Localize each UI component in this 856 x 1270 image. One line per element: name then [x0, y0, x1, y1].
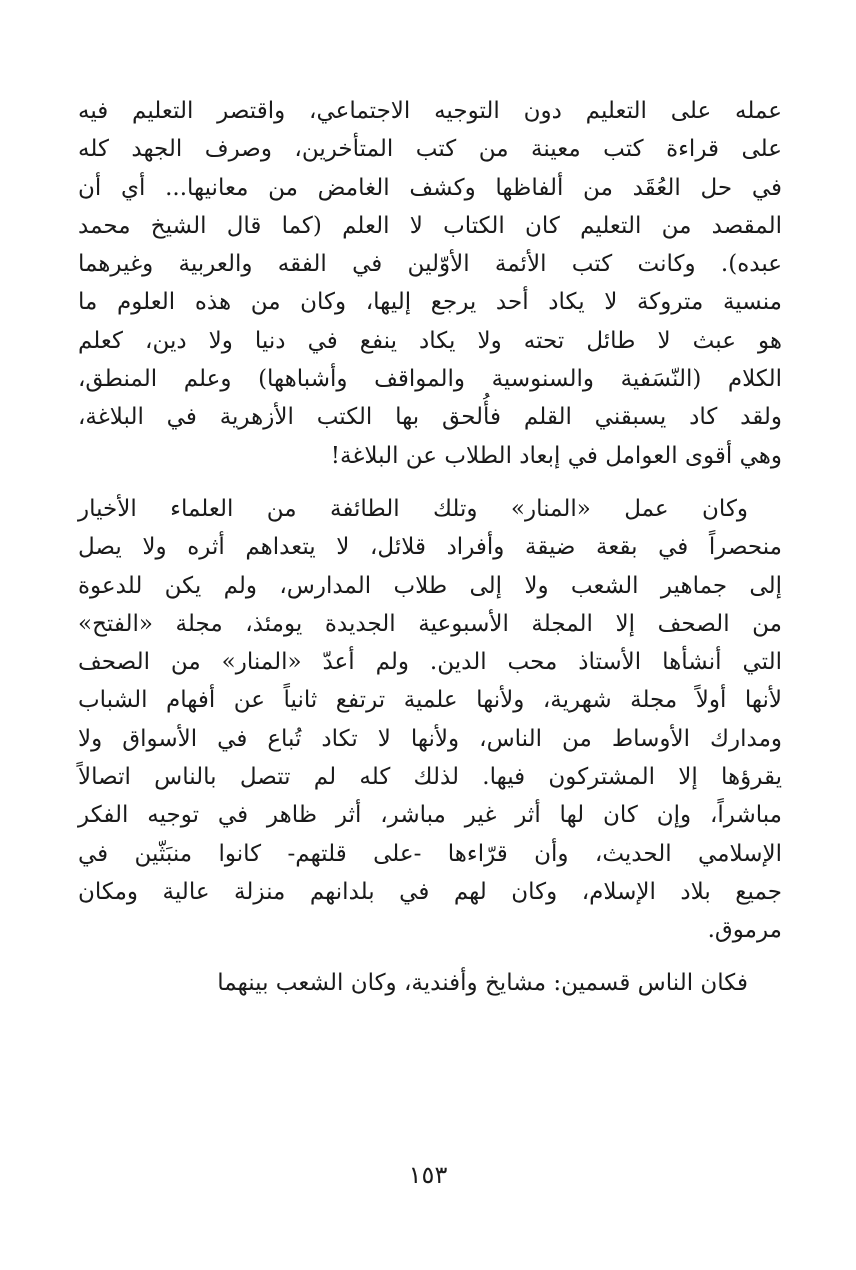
text-line: فكان الناس قسمين: مشايخ وأفندية، وكان الشعب بينهما [217, 969, 748, 996]
text-line: من الصحف إلا المجلة الأسبوعية الجديدة يومئذ، مجلة «الفتح» [78, 610, 782, 637]
paragraph-1 [78, 92, 782, 475]
text-line: جميع بلاد الإسلام، وكان لهم في بلدانهم منزلة عالية ومكان [78, 878, 782, 905]
text-line: لأنها أولاً مجلة شهرية، ولأنها علمية ترتفع ثانياً عن أفهام الشباب [78, 687, 782, 714]
text-line: وكان عمل «المنار» وتلك الطائفة من العلماء الأخيار [78, 495, 748, 522]
body-text [78, 92, 782, 1002]
text-line: المقصد من التعليم كان الكتاب لا العلم (كما قال الشيخ محمد [78, 212, 782, 239]
text-line: على قراءة كتب معينة من كتب المتأخرين، وصرف الجهد كله [78, 136, 782, 163]
text-line: ولقد كاد يسبقني القلم فأُلحق بها الكتب الأزهرية في البلاغة، [78, 404, 782, 431]
paragraph-spacer [78, 950, 782, 964]
text-line: إلى جماهير الشعب ولا إلى طلاب المدارس، ولم يكن للدعوة [78, 572, 782, 599]
text-line: الإسلامي الحديث، وأن قرّاءها -على قلتهم- كانوا منبَثّين في [78, 840, 782, 867]
text-line: منحصراً في بقعة ضيقة وأفراد قلائل، لا يتعداهم أثره ولا يصل [78, 534, 782, 561]
text-line: في حل العُقَد من ألفاظها وكشف الغامض من معانيها... أي أن [78, 174, 782, 201]
text-line: وهي أقوى العوامل في إبعاد الطلاب عن البلاغة! [330, 442, 782, 469]
text-line: هو عبث لا طائل تحته ولا يكاد ينفع في دنيا ولا دين، كعلم [78, 327, 782, 354]
paragraph-2 [78, 490, 782, 950]
page-number: ١٥٣ [408, 1161, 448, 1189]
text-line: مرموق. [707, 917, 782, 944]
text-line: التي أنشأها الأستاذ محب الدين. ولم أعدّ «المنار» من الصحف [78, 649, 782, 676]
text-line: ومدارك الأوساط من الناس، ولأنها لا تكاد تُباع في الأسواق ولا [78, 725, 782, 752]
paragraph-spacer [78, 475, 782, 490]
text-line: يقرؤها إلا المشتركون فيها. لذلك كله لم تتصل بالناس اتصالاً [78, 764, 782, 791]
text-line: عبده). وكانت كتب الأئمة الأوّلين في الفقه والعربية وغيرهما [78, 251, 782, 278]
text-line: منسية متروكة لا يكاد أحد يرجع إليها، وكان من هذه العلوم ما [78, 289, 782, 316]
text-line: عمله على التعليم دون التوجيه الاجتماعي، واقتصر التعليم فيه [78, 98, 782, 124]
paragraph-3 [78, 964, 782, 1002]
text-line: مباشراً، وإن كان لها أثر غير مباشر، أثر ظاهر في توجيه الفكر [78, 802, 782, 829]
text-line: الكلام (النّسَفية والسنوسية والمواقف وأشباهها) وعلم المنطق، [78, 366, 782, 393]
